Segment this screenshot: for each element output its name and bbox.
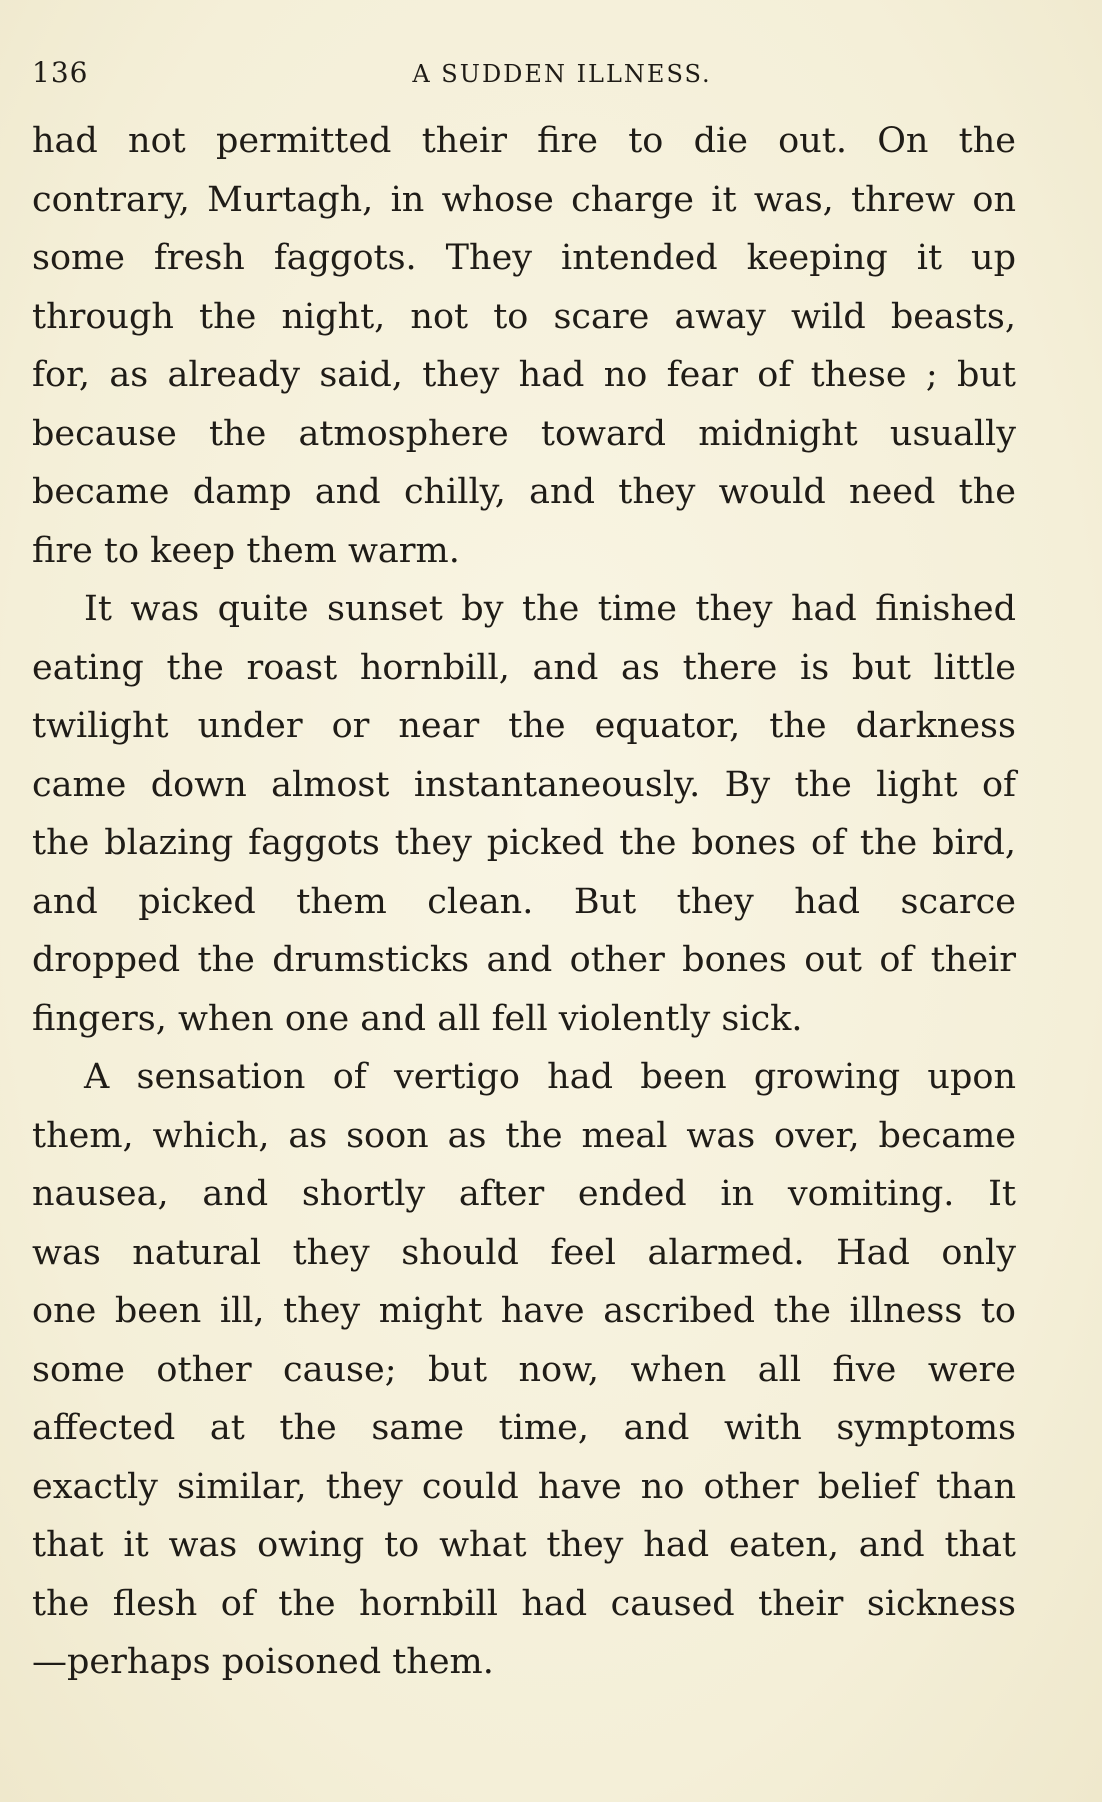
text-line: fingers, when one and all fell violently sick. [32, 998, 803, 1039]
text-line: one been ill, they might have ascribed the illness to [32, 1291, 1016, 1331]
text-line: some other cause; but now, when all five were [32, 1349, 1016, 1390]
text-line: had not permitted their fire to die out. On the [32, 121, 1016, 161]
text-line: because the atmosphere toward midnight usually [32, 413, 1016, 454]
text-line: It was quite sunset by the time they had finished [84, 589, 1016, 629]
text-line: the blazing faggots they picked the bones of the bird, [32, 823, 1016, 863]
text-line: fire to keep them warm. [32, 530, 460, 571]
text-line: and picked them clean. But they had scarce [32, 881, 1016, 922]
text-line: exactly similar, they could have no other belief than [32, 1466, 1016, 1507]
running-head: A SUDDEN ILLNESS. [412, 60, 712, 88]
text-line: was natural they should feel alarmed. Had only [32, 1232, 1016, 1273]
text-line: came down almost instantaneously. By the light of [32, 764, 1016, 805]
text-line: for, as already said, they had no fear of these ; but [32, 355, 1016, 395]
text-line: them, which, as soon as the meal was over, became [32, 1115, 1016, 1156]
paragraph [32, 1048, 1016, 1692]
page-header [32, 56, 1072, 96]
text-line: —perhaps poisoned them. [32, 1642, 494, 1682]
text-line: nausea, and shortly after ended in vomiting. It [32, 1174, 1016, 1214]
text-line: through the night, not to scare away wild beasts, [32, 296, 1016, 337]
body-text [32, 112, 1016, 1692]
paragraph [32, 112, 1016, 580]
text-line: dropped the drumsticks and other bones out of their [32, 940, 1016, 980]
text-line: A sensation of vertigo had been growing upon [84, 1057, 1016, 1097]
text-line: the flesh of the hornbill had caused their sickness [32, 1583, 1016, 1624]
text-line: contrary, Murtagh, in whose charge it was, threw on [32, 179, 1016, 220]
text-line: some fresh faggots. They intended keeping it up [32, 238, 1016, 278]
page-number: 136 [32, 56, 89, 89]
text-line: eating the roast hornbill, and as there is but little [32, 647, 1016, 688]
paragraph [32, 580, 1016, 1048]
text-line: became damp and chilly, and they would need the [32, 472, 1016, 512]
text-line: twilight under or near the equator, the darkness [32, 706, 1016, 746]
text-line: that it was owing to what they had eaten, and that [32, 1525, 1016, 1565]
text-line: affected at the same time, and with symptoms [32, 1408, 1016, 1448]
